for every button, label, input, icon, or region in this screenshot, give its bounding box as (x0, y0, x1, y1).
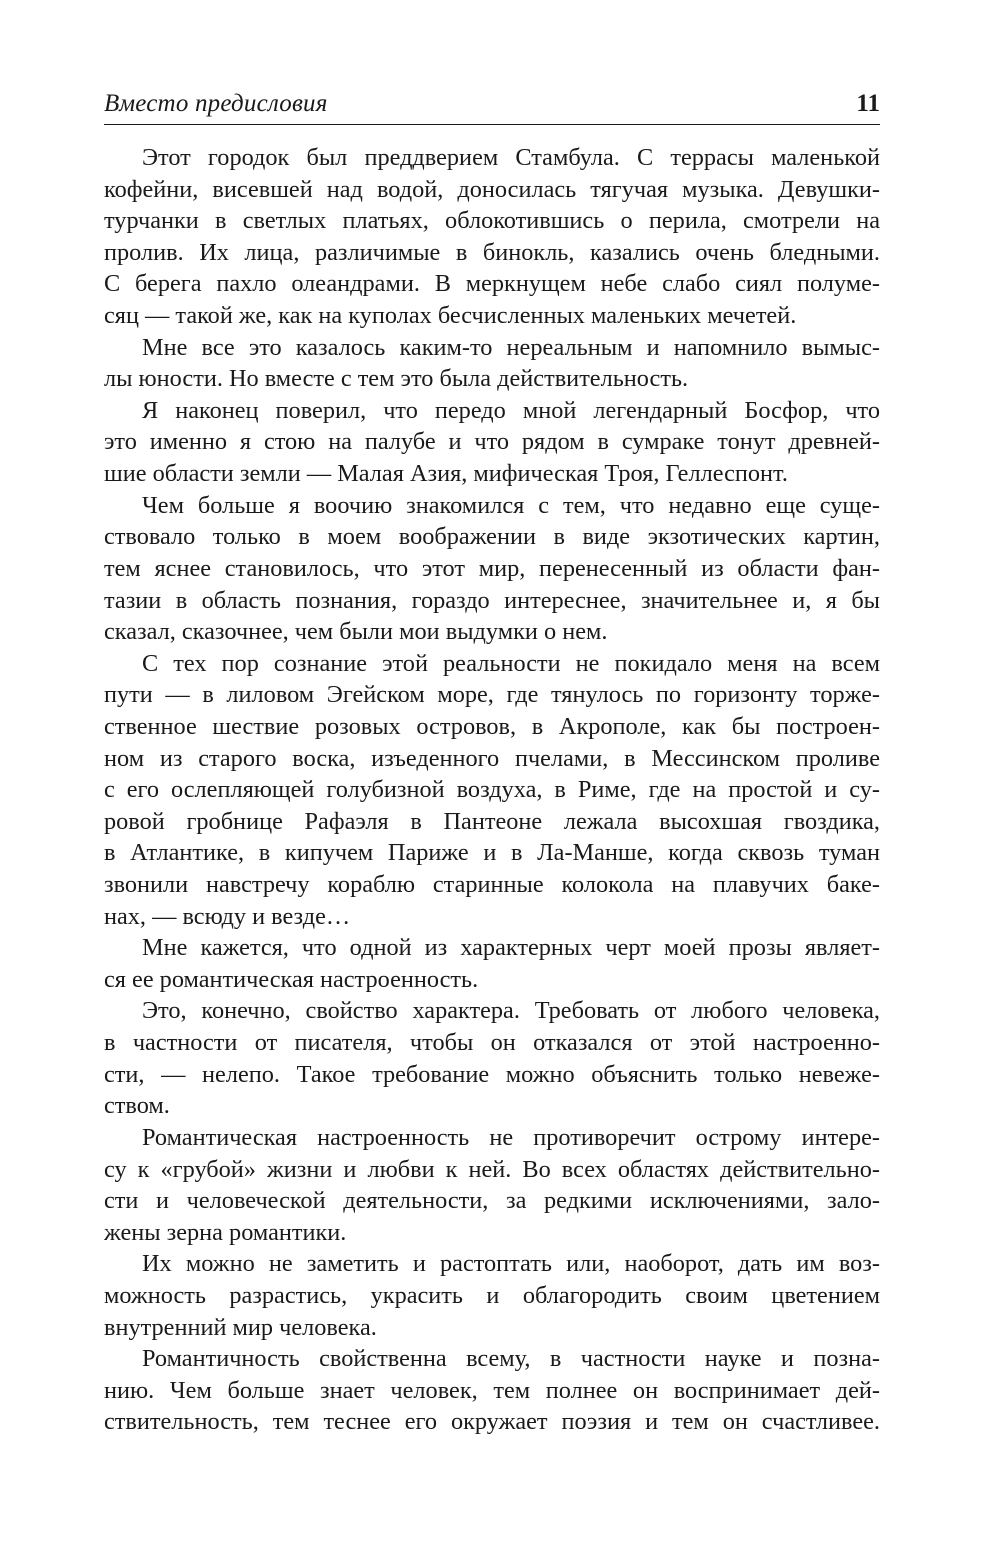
text-line: Мне кажется, что одной из характерных черт моей прозы являет- (142, 934, 880, 962)
text-line: сяц — такой же, как на куполах бесчисленных маленьких мечетей. (104, 302, 797, 330)
text-line: сти и человеческой деятельности, за редкими исключениями, зало- (104, 1187, 880, 1215)
text-line: Это, конечно, свойство характера. Требовать от любого человека, (142, 997, 880, 1025)
text-line: пути — в лиловом Эгейском море, где тянулось по горизонту торже- (104, 681, 880, 709)
text-line: Чем больше я воочию знакомился с тем, что недавно еще суще- (142, 491, 880, 519)
running-title: Вместо предисловия (104, 90, 328, 117)
text-line: Романтическая настроенность не противоречит острому интере- (142, 1123, 880, 1151)
text-line: звонили навстречу кораблю старинные колокола на плавучих баке- (104, 871, 880, 899)
text-line: Я наконец поверил, что передо мной легендарный Босфор, что (142, 396, 880, 424)
text-line: ствительность, тем теснее его окружает поэзия и тем он счастливее. (104, 1408, 880, 1436)
text-line: Их можно не заметить и растоптать или, наоборот, дать им воз- (142, 1250, 880, 1278)
running-header (104, 88, 880, 125)
text-line: Этот городок был преддверием Стамбула. С террасы маленькой (142, 144, 880, 171)
text-line: ством. (104, 1092, 170, 1120)
text-line: с его ослепляющей голубизной воздуха, в Риме, где на простой и су- (104, 776, 880, 804)
text-line: тем яснее становилось, что этот мир, перенесенный из области фан- (104, 554, 880, 582)
text-line: нах, — всюду и везде… (104, 902, 351, 930)
text-line: это именно я стою на палубе и что рядом в сумраке тонут древней- (104, 428, 880, 456)
text-line: Романтичность свойственна всему, в частности науке и позна- (142, 1345, 880, 1373)
text-line: ся ее романтическая настроенность. (104, 965, 479, 993)
text-line: С берега пахло олеандрами. В меркнущем небе слабо сиял полуме- (104, 270, 880, 298)
text-line: можность разрастись, украсить и облагородить своим цветением (104, 1281, 880, 1309)
text-line: сти, — нелепо. Такое требование можно объяснить только невеже- (104, 1060, 880, 1088)
text-line: ственное шествие розовых островов, в Акрополе, как бы построен- (104, 712, 880, 740)
text-line: шие области земли — Малая Азия, мифическая Троя, Геллеспонт. (104, 460, 788, 488)
text-line: нию. Чем больше знает человек, тем полнее он воспринимает дей- (104, 1376, 880, 1404)
text-line: турчанки в светлых платьях, облокотившись о перила, смотрели на (104, 207, 880, 235)
text-line: в Атлантике, в кипучем Париже и в Ла-Манше, когда сквозь туман (104, 839, 880, 867)
text-line: ствовало только в моем воображении в виде экзотических картин, (104, 523, 880, 551)
text-line: Мне все это казалось каким-то нереальным и напомнило вымыс- (142, 333, 880, 361)
text-line: ном из старого воска, изъеденного пчелами, в Мессинском проливе (104, 744, 880, 772)
text-line: в частности от писателя, чтобы он отказался от этой настроенно- (104, 1029, 880, 1057)
text-line: лы юности. Но вместе с тем это была действительность. (104, 365, 689, 393)
text-line: тазии в область познания, гораздо интереснее, значительнее и, я бы (104, 586, 880, 614)
text-line: су к «грубой» жизни и любви к ней. Во всех областях действительно- (104, 1155, 880, 1183)
text-line: кофейни, висевшей над водой, доносилась тягучая музыка. Девушки- (104, 175, 880, 203)
text-line: С тех пор сознание этой реальности не покидало меня на всем (142, 649, 880, 677)
text-line: сказал, сказочнее, чем были мои выдумки о нем. (104, 618, 608, 646)
text-line: внутренний мир человека. (104, 1313, 377, 1341)
text-line: жены зерна романтики. (104, 1218, 347, 1246)
text-line: ровой гробнице Рафаэля в Пантеоне лежала высохшая гвоздика, (104, 807, 880, 835)
text-line: пролив. Их лица, различимые в бинокль, казались очень бледными. (104, 238, 880, 266)
body-text (104, 142, 880, 1438)
page-number: 11 (856, 90, 880, 117)
